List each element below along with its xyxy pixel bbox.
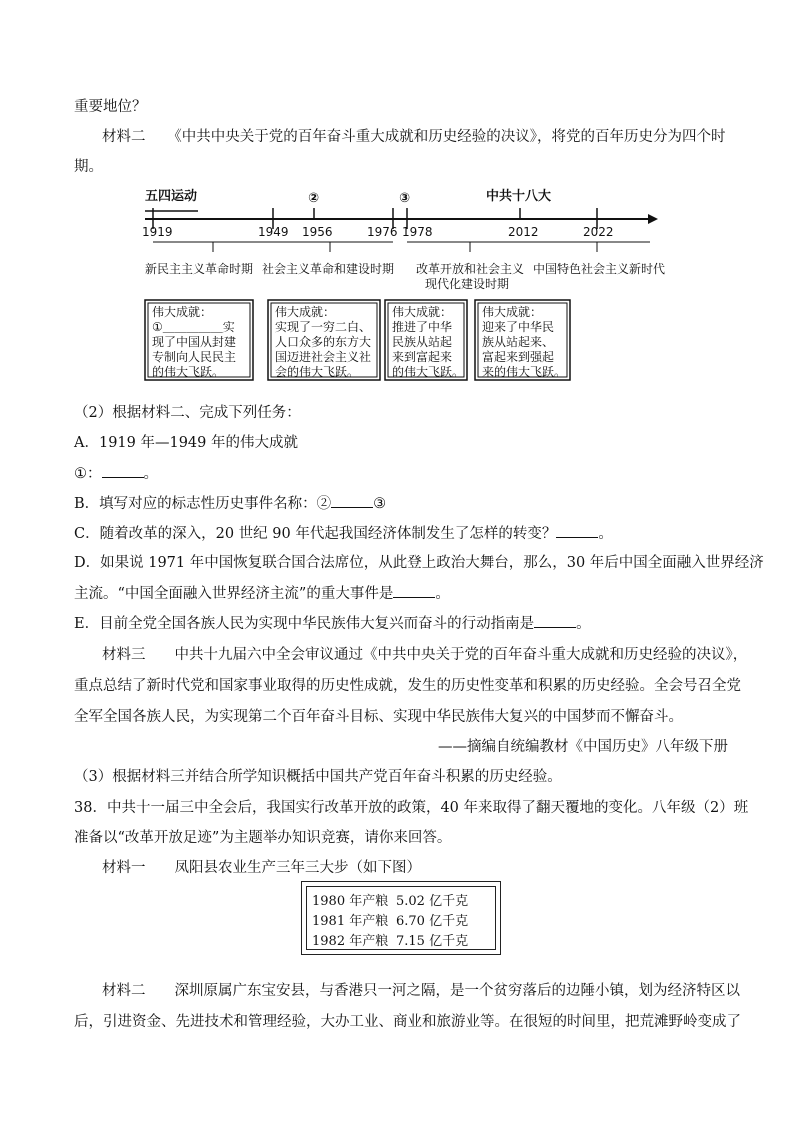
item-d-cont — [74, 583, 450, 604]
answer-blank[interactable] — [102, 463, 144, 478]
text-fragment: E．目前全党全国各族人民为实现中华民族伟大复兴而奋斗的行动指南是 — [74, 616, 535, 632]
table-row — [312, 890, 468, 909]
achievement-box-2 — [268, 300, 380, 380]
year-label: 1978 — [402, 225, 433, 239]
table-cell-value: 6.70 亿千克 — [396, 914, 469, 929]
year-label: 1956 — [302, 225, 333, 239]
question-2: （2）根据材料二、完成下列任务： — [74, 405, 301, 421]
question-38: 38．中共十一届三中全会后，我国实行改革开放的政策，40 年来取得了翻天覆地的变化。八年级（2）班 — [74, 800, 749, 816]
timeline-label-18th-congress: 中共十八大 — [486, 189, 552, 204]
timeline-label-may-fourth: 五四运动 — [145, 189, 198, 204]
text-line: 重要地位？ — [74, 99, 147, 115]
answer-blank[interactable] — [534, 613, 576, 628]
timeline-diagram — [140, 180, 670, 385]
material-3: 材料三 中共十九届六中全会审议通过《中共中央关于党的百年奋斗重大成就和历史经验的决议》， — [102, 647, 748, 663]
box-line: 实现了一穷二白、 — [275, 320, 372, 334]
achievement-box-4 — [475, 300, 570, 380]
item-a1 — [74, 463, 158, 484]
text-fragment: 。 — [435, 586, 450, 602]
text-fragment: ③ — [373, 496, 387, 512]
box-line: 伟大成就： — [152, 305, 213, 319]
item-e — [74, 613, 591, 634]
achievement-box-1 — [145, 300, 253, 380]
table-cell-year: 1982 年产粮 — [312, 934, 389, 949]
material-3-cont: 全军全国各族人民，为实现第二个百年奋斗目标、实现中华民族伟大复兴的中国梦而不懈奋斗。 — [74, 709, 683, 725]
year-label: 2012 — [508, 225, 539, 239]
box-line: 的伟大飞跃。 — [392, 365, 465, 379]
material-2b: 材料二 深圳原属广东宝安县，与香港只一河之隔，是一个贫穷落后的边陲小镇，划为经济特区以 — [102, 983, 740, 999]
box-line: 现了中国从封建 — [152, 335, 237, 349]
box-line: 迎来了中华民 — [482, 320, 555, 334]
answer-blank[interactable] — [331, 493, 373, 508]
period-label: 现代化建设时期 — [425, 277, 510, 291]
box-line: 的伟大飞跃。 — [152, 365, 225, 379]
material-2b-cont: 后，引进资金、先进技术和管理经验，大办工业、商业和旅游业等。在很短的时间里，把荒滩野岭变成了 — [74, 1014, 741, 1030]
grain-output-table — [301, 881, 501, 955]
period-label: 社会主义革命和建设时期 — [262, 262, 395, 276]
box-line: 人口众多的东方大 — [275, 335, 372, 349]
text-fragment: 主流。“中国全面融入世界经济主流”的重大事件是 — [74, 586, 394, 602]
box-line: 专制向人民民主 — [152, 350, 237, 364]
item-d: D．如果说 1971 年中国恢复联合国合法席位，从此登上政治大舞台，那么，30 年后中国全面融入世界经济 — [74, 555, 764, 571]
table-cell-year: 1981 年产粮 — [312, 914, 389, 929]
table-cell-value: 7.15 亿千克 — [396, 934, 469, 949]
box-line: ①＿＿＿＿＿实 — [152, 320, 235, 334]
timeline-label-3: ③ — [399, 191, 411, 206]
table-row — [312, 910, 468, 929]
material-3-cont: 重点总结了新时代党和国家事业取得的历史性成就，发生的历史性变革和积累的历史经验。全会号召全党 — [74, 678, 741, 694]
year-label: 1919 — [142, 225, 173, 239]
material-1: 材料一 凤阳县农业生产三年三大步（如下图） — [102, 860, 421, 876]
box-line: 伟大成就： — [392, 305, 453, 319]
achievement-box-3 — [385, 300, 467, 380]
table-cell-year: 1980 年产粮 — [312, 894, 389, 909]
table-cell-value: 5.02 亿千克 — [396, 894, 469, 909]
box-line: 族从站起来、 — [482, 335, 555, 349]
text-fragment: C．随着改革的深入，20 世纪 90 年代起我国经济体制发生了怎样的转变？ — [74, 526, 557, 542]
text-fragment: 。 — [598, 526, 613, 542]
table-row — [312, 930, 468, 949]
text-fragment: ①： — [74, 466, 102, 482]
answer-blank[interactable] — [556, 523, 598, 538]
box-line: 来的伟大飞跃。 — [482, 365, 567, 379]
text-fragment: B．填写对应的标志性历史事件名称：② — [74, 496, 332, 512]
item-c — [74, 523, 613, 544]
question-38-cont: 准备以“改革开放足迹”为主题举办知识竞赛，请你来回答。 — [74, 830, 452, 846]
period-label: 新民主主义革命时期 — [145, 262, 254, 276]
material-2-intro: 材料二 《中共中央关于党的百年奋斗重大成就和历史经验的决议》，将党的百年历史分为四个时 — [102, 129, 726, 145]
year-label: 1949 — [258, 225, 289, 239]
timeline-label-2: ② — [308, 191, 320, 206]
box-line: 伟大成就： — [482, 305, 543, 319]
year-label: 2022 — [583, 225, 614, 239]
material-3-source: ——摘编自统编教材《中国历史》八年级下册 — [438, 739, 728, 755]
box-line: 伟大成就： — [275, 305, 336, 319]
text-line: 期。 — [74, 159, 103, 175]
item-b — [74, 493, 386, 514]
box-line: 国迈进社会主义社 — [275, 350, 372, 364]
item-a: A．1919 年—1949 年的伟大成就 — [74, 435, 298, 451]
question-3: （3）根据材料三并结合所学知识概括中国共产党百年奋斗积累的历史经验。 — [74, 769, 562, 785]
period-label: 改革开放和社会主义 — [416, 262, 525, 276]
box-line: 会的伟大飞跃。 — [275, 365, 360, 379]
period-label: 中国特色社会主义新时代 — [533, 262, 666, 276]
year-label: 1976 — [367, 225, 398, 239]
box-line: 推进了中华 — [392, 320, 453, 334]
arrow-head-icon — [648, 214, 658, 224]
text-fragment: 。 — [143, 466, 158, 482]
box-line: 民族从站起 — [392, 335, 453, 349]
box-line: 富起来到强起 — [482, 350, 555, 364]
box-line: 来到富起来 — [392, 350, 453, 364]
answer-blank[interactable] — [393, 583, 435, 598]
text-fragment: 。 — [576, 616, 591, 632]
